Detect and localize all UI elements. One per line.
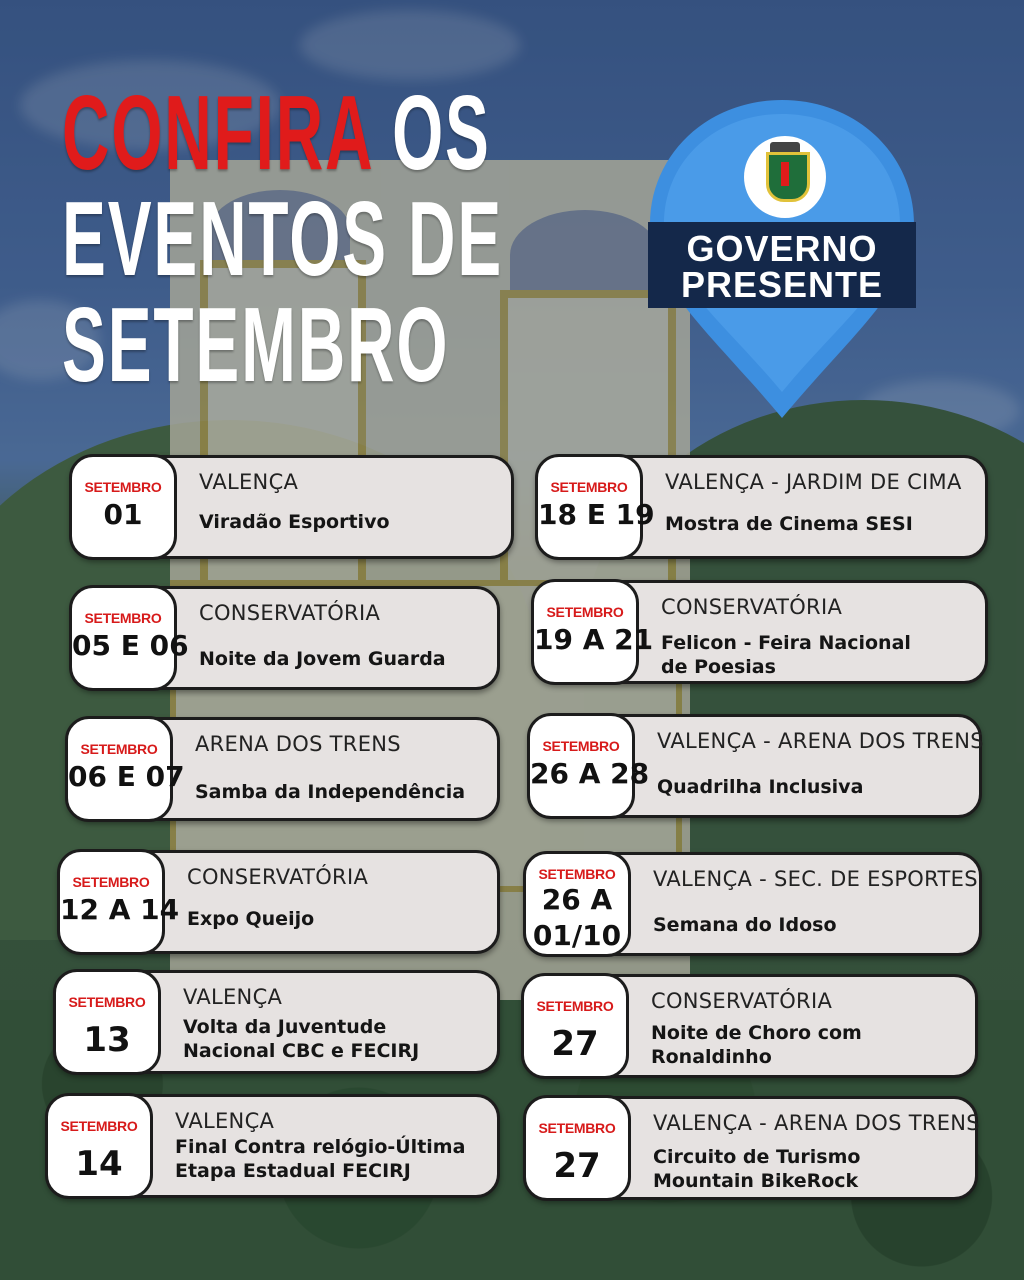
event-name: Viradão Esportivo [199,511,390,533]
date-box [531,579,654,685]
event-location: VALENÇA [175,1109,275,1133]
event-month: SETEMBRO [542,738,620,754]
event-card [70,586,500,690]
event-day: 27 [551,1024,599,1064]
title-line-2: EVENTOS DE [62,180,504,298]
event-day: 27 [553,1146,601,1186]
date-box [65,716,185,822]
event-month: SETEMBRO [550,479,628,495]
event-day: 12 A 14 [60,893,180,926]
event-month: SETEMBRO [80,741,158,757]
date-box [57,849,180,955]
event-card [66,717,500,821]
event-month: SETEMBRO [536,998,614,1014]
event-month: SETEMBRO [84,479,162,495]
event-card [524,1096,978,1200]
event-name: Expo Queijo [187,908,315,930]
badge-line-1: GOVERNO [686,228,878,269]
event-card [532,580,988,684]
event-location: ARENA DOS TRENS [195,732,401,756]
event-day: 26 A 28 [530,757,650,790]
event-name: Etapa Estadual FECIRJ [175,1160,411,1182]
event-day: 01/10 [532,919,622,952]
date-box [523,851,631,957]
event-name: Final Contra relógio-Última [175,1136,466,1158]
event-day: 26 A [541,883,613,916]
event-day: 14 [75,1144,123,1184]
governo-presente-badge [644,96,920,426]
event-location: VALENÇA - ARENA DOS TRENS [653,1111,980,1135]
event-name: Volta da Juventude [183,1016,387,1038]
date-box [69,585,189,691]
date-box [523,1095,631,1201]
event-name: Circuito de Turismo [653,1146,861,1168]
event-name: Mostra de Cinema SESI [665,513,913,535]
event-location: VALENÇA - JARDIM DE CIMA [665,470,962,494]
event-card [46,1094,500,1198]
event-card [54,970,500,1074]
date-box [527,713,650,819]
event-location: VALENÇA [183,985,283,1009]
event-name: Ronaldinho [651,1046,772,1068]
event-month: SETEMBRO [72,874,150,890]
event-name: Nacional CBC e FECIRJ [183,1040,420,1062]
event-location: VALENÇA - SEC. DE ESPORTES [653,867,978,891]
event-location: CONSERVATÓRIA [187,865,369,889]
event-card [58,850,500,954]
event-name: Noite de Choro com [651,1022,862,1044]
event-month: SETEMBRO [546,604,624,620]
date-box [69,454,177,560]
title-highlight: CONFIRA [62,74,372,192]
event-month: SETEMBRO [538,866,616,882]
event-day: 06 E 07 [68,760,185,793]
event-day: 05 E 06 [72,629,189,662]
event-name: Samba da Independência [195,781,466,803]
event-day: 01 [103,498,143,531]
event-name: Felicon - Feira Nacional [661,632,911,654]
event-name: Noite da Jovem Guarda [199,648,446,670]
event-card [522,974,978,1078]
page-title [62,74,504,404]
event-name: Semana do Idoso [653,914,837,936]
event-location: CONSERVATÓRIA [661,595,843,619]
city-crest-logo [744,136,826,218]
event-location: CONSERVATÓRIA [199,601,381,625]
event-name: Quadrilha Inclusiva [657,776,864,798]
event-month: SETEMBRO [538,1120,616,1136]
date-box [53,969,161,1075]
date-box [535,454,655,560]
event-name: Mountain BikeRock [653,1170,859,1192]
title-line-1: OS [371,74,491,192]
date-box [45,1093,153,1199]
event-month: SETEMBRO [68,994,146,1010]
event-card [70,455,514,559]
event-card [536,455,988,559]
date-box [521,973,629,1079]
event-name: de Poesias [661,656,776,678]
event-card [524,852,982,956]
event-month: SETEMBRO [60,1118,138,1134]
event-location: CONSERVATÓRIA [651,989,833,1013]
event-card [528,714,982,818]
event-day: 19 A 21 [534,623,654,656]
event-day: 18 E 19 [538,498,655,531]
event-location: VALENÇA [199,470,299,494]
badge-line-2: PRESENTE [680,264,884,305]
title-line-3: SETEMBRO [62,286,450,404]
event-location: VALENÇA - ARENA DOS TRENS [657,729,984,753]
event-month: SETEMBRO [84,610,162,626]
event-day: 13 [83,1020,131,1060]
